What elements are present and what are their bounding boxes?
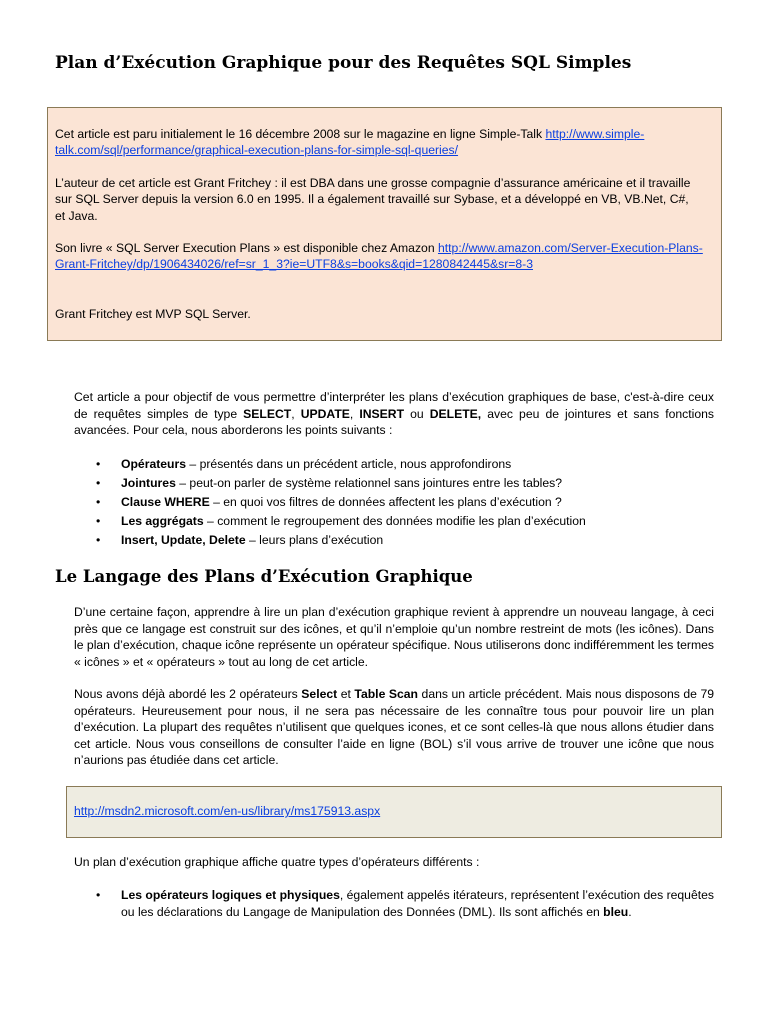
bullet-icon: • — [96, 514, 101, 528]
language-paragraph: D’une certaine façon, apprendre à lire un plan d’exécution graphique revient à apprendre un nouveau langage, à ceci près que ce langage est construit sur des icônes, et qu’il n’emploie qu’un nombre restreint de mots (les icônes). Dans le plan d’exécution, chaque icône représente un opérateur spécifique. Nous utiliserons donc indifféremment les termes « icônes » et « opérateurs » tout au long de cet article. — [74, 605, 714, 669]
info-paragraph-mvp: Grant Fritchey est MVP SQL Server. — [55, 307, 251, 321]
list-item: • Les aggrégats – comment le regroupement des données modifie les plan d’exécution — [74, 512, 714, 531]
amazon-link[interactable]: http://www.amazon.com/Server-Execution-Plans-Grant-Fritchey/dp/1906434026/ref=sr_1_3?ie=UTF8&s=books&qid=1280842445&sr=8-3 — [55, 241, 703, 272]
operators-paragraph: Nous avons déjà abordé les 2 opérateurs Select et Table Scan dans un article précédent. Mais nous disposons de 79 opérateurs. Heureusement pour nous, il ne sera pas nécessaire de les connaître tous pour pouvoir lire un plan d’exécution. La plupart des requêtes n’utilisent que quelques icones, et ce sont celles-là que nous allons étudier dans cet article. Nous vous conseillons de consulter l’aide en ligne (BOL) s’il vous arrive de trouver une icône que nous n’aurions pas étudiée dans cet article. — [74, 687, 714, 768]
bullet-icon: • — [96, 888, 101, 902]
bullet-icon: • — [96, 495, 101, 509]
page-title: Plan d’Exécution Graphique pour des Requêtes SQL Simples — [55, 53, 632, 73]
operator-types-intro: Un plan d’exécution graphique affiche quatre types d’opérateurs différents : — [74, 855, 480, 869]
section-heading: Le Langage des Plans d’Exécution Graphique — [55, 567, 473, 586]
topics-list — [74, 455, 714, 550]
msdn-link-box — [66, 786, 722, 838]
list-item: • Insert, Update, Delete – leurs plans d’exécution — [74, 531, 714, 550]
list-item: • Les opérateurs logiques et physiques, également appelés itérateurs, représentent l’exécution des requêtes ou les déclarations du Langage de Manipulation des Données (DML). Ils sont affichés en bleu. — [96, 888, 714, 919]
list-item: • Clause WHERE – en quoi vos filtres de données affectent les plans d’exécution ? — [74, 493, 714, 512]
simple-talk-link[interactable]: http://www.simple-talk.com/sql/performance/graphical-execution-plans-for-simple-sql-queries/ — [55, 127, 645, 158]
msdn-link[interactable]: http://msdn2.microsoft.com/en-us/library/ms175913.aspx — [74, 804, 381, 818]
list-item: • Opérateurs – présentés dans un précédent article, nous approfondirons — [74, 455, 714, 474]
operator-types-list — [74, 887, 714, 920]
info-paragraph-source: Cet article est paru initialement le 16 décembre 2008 sur le magazine en ligne Simple-Talk http://www.simple-talk.com/sql/performance/graphical-execution-plans-for-simple-sql-queries/ — [55, 127, 645, 158]
intro-paragraph: Cet article a pour objectif de vous permettre d’interpréter les plans d’exécution graphiques de base, c'est-à-dire ceux de requêtes simples de type SELECT, UPDATE, INSERT ou DELETE, avec peu de jointures et sans fonctions avancées. Pour cela, nous aborderons les points suivants : — [74, 390, 714, 438]
article-info-box — [47, 107, 722, 341]
info-paragraph-author: L’auteur de cet article est Grant Fritchey : il est DBA dans une grosse compagnie d’assurance américaine et il travaille sur SQL Server depuis la version 6.0 en 1995. Il a également travaillé sur Sybase, et a développé en VB, VB.Net, C#, et Java. — [55, 176, 691, 223]
bullet-icon: • — [96, 476, 101, 490]
list-item: • Jointures – peut-on parler de système relationnel sans jointures entre les tables? — [74, 474, 714, 493]
bullet-icon: • — [96, 457, 101, 471]
info-paragraph-book: Son livre « SQL Server Execution Plans » est disponible chez Amazon http://www.amazon.com/Server-Execution-Plans-Grant-Fritchey/dp/1906434026/ref=sr_1_3?ie=UTF8&s=books&qid=1280842445&sr=8-3 — [55, 241, 703, 272]
bullet-icon: • — [96, 533, 101, 547]
